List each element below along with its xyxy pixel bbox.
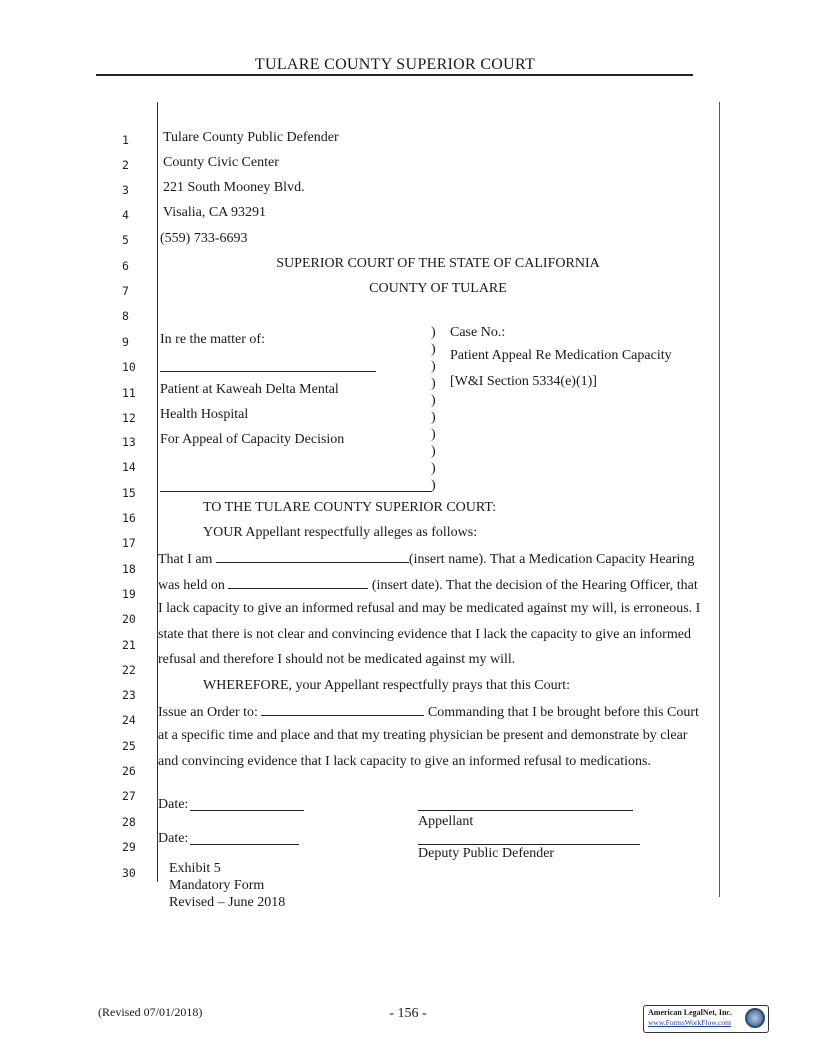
caption-paren: ) (431, 427, 436, 442)
right-margin-rule (719, 102, 720, 897)
alleges-line: YOUR Appellant respectfully alleges as follows: (203, 525, 478, 540)
caption-bottom-rule (160, 491, 432, 492)
date-blank-1[interactable] (190, 810, 304, 811)
line-number: 11 (122, 386, 136, 400)
body-line-22: refusal and therefore I should not be medicated against my will. (158, 652, 516, 667)
line-number: 22 (122, 663, 136, 677)
caption-patient-line2: Health Hospital (160, 407, 249, 422)
line-number: 25 (122, 739, 136, 753)
line18-lead: That I am (158, 552, 216, 567)
line-number: 6 (122, 259, 129, 273)
body-line-21: state that there is not clear and convincing evidence that I lack the capacity to give an informed (158, 627, 691, 642)
line-number: 2 (122, 158, 129, 172)
attorney-name: Tulare County Public Defender (163, 130, 339, 145)
line-number: 12 (122, 411, 136, 425)
line-number: 17 (122, 536, 136, 550)
line-number: 1 (122, 133, 129, 147)
attorney-phone: (559) 733-6693 (160, 231, 248, 246)
deputy-label: Deputy Public Defender (418, 846, 555, 861)
insert-name-blank[interactable] (216, 550, 409, 563)
attorney-address1: County Civic Center (163, 155, 279, 170)
caption-paren: ) (431, 325, 436, 340)
line-number: 7 (122, 284, 129, 298)
date-label-1: Date: (158, 797, 189, 812)
caption-paren: ) (431, 359, 436, 374)
date-label-2: Date: (158, 831, 189, 846)
statute-reference: [W&I Section 5334(e)(1)] (450, 374, 597, 389)
caption-paren: ) (431, 393, 436, 408)
court-county: COUNTY OF TULARE (369, 281, 507, 296)
deputy-signature-line[interactable] (418, 844, 640, 845)
globe-icon (745, 1008, 765, 1028)
header-rule (96, 74, 693, 76)
body-line-19 (158, 576, 715, 594)
exhibit-revised: Revised – June 2018 (169, 895, 286, 910)
caption-patient-line1: Patient at Kaweah Delta Mental (160, 382, 339, 397)
line-number: 18 (122, 562, 136, 576)
attorney-address2: 221 South Mooney Blvd. (163, 180, 305, 195)
line-number: 29 (122, 840, 136, 854)
wherefore-line: WHEREFORE, your Appellant respectfully prays that this Court: (203, 678, 571, 693)
line-number: 23 (122, 688, 136, 702)
line-number: 26 (122, 764, 136, 778)
caption-paren: ) (431, 461, 436, 476)
line-number: 28 (122, 815, 136, 829)
line18-tail: (insert name). That a Medication Capacity Hearing (408, 552, 695, 567)
line-number: 9 (122, 335, 129, 349)
publisher-logo[interactable] (643, 1005, 769, 1033)
court-header-title: TULARE COUNTY SUPERIOR COURT (254, 56, 536, 73)
caption-paren: ) (431, 376, 436, 391)
line-number: 16 (122, 511, 136, 525)
line-number: 20 (122, 612, 136, 626)
caption-paren: ) (431, 444, 436, 459)
line-number: 19 (122, 587, 136, 601)
body-line-26: and convincing evidence that I lack capacity to give an informed refusal to medications. (158, 754, 651, 769)
line-number: 14 (122, 460, 136, 474)
court-name: SUPERIOR COURT OF THE STATE OF CALIFORNIA (276, 256, 600, 271)
line-number: 10 (122, 360, 136, 374)
to-court-line: TO THE TULARE COUNTY SUPERIOR COURT: (203, 500, 497, 515)
line-number: 8 (122, 309, 129, 323)
page-number: - 156 - (389, 1006, 427, 1021)
attorney-city: Visalia, CA 93291 (163, 205, 266, 220)
caption-paren: ) (431, 478, 436, 493)
body-line-25: at a specific time and place and that my treating physician be present and demonstrate by clear (158, 728, 688, 743)
date-blank-2[interactable] (190, 844, 299, 845)
body-line-18 (158, 550, 715, 568)
line19-lead: was held on (158, 578, 229, 593)
footer-revised-date: (Revised 07/01/2018) (98, 1005, 203, 1019)
line-number: 15 (122, 486, 136, 500)
order-to-blank[interactable] (261, 703, 424, 716)
insert-date-blank[interactable] (228, 576, 368, 589)
publisher-url[interactable]: www.FormsWorkFlow.com (648, 1018, 732, 1027)
line-number: 4 (122, 208, 129, 222)
appellant-label: Appellant (418, 814, 474, 829)
body-line-24 (158, 703, 715, 721)
caption-matter: In re the matter of: (160, 332, 265, 347)
body-line-20: I lack capacity to give an informed refusal and may be medicated against my will, is erroneous. I (158, 601, 701, 616)
line19-tail: (insert date). That the decision of the Hearing Officer, that (368, 578, 698, 593)
patient-name-line (160, 371, 376, 372)
line24-tail: Commanding that I be brought before this Court (424, 705, 699, 720)
line-number: 27 (122, 789, 136, 803)
publisher-name: American LegalNet, Inc. (648, 1008, 732, 1017)
caption-paren: ) (431, 410, 436, 425)
line-number: 5 (122, 233, 129, 247)
exhibit-label: Exhibit 5 (169, 861, 221, 876)
line-number: 21 (122, 638, 136, 652)
appellant-signature-line[interactable] (418, 810, 633, 811)
case-number-label: Case No.: (450, 325, 506, 340)
line24-lead: Issue an Order to: (158, 705, 262, 720)
document-title: Patient Appeal Re Medication Capacity (450, 348, 672, 363)
caption-purpose: For Appeal of Capacity Decision (160, 432, 345, 447)
line-number: 3 (122, 183, 129, 197)
line-number: 13 (122, 435, 136, 449)
line-number: 30 (122, 866, 136, 880)
caption-paren: ) (431, 342, 436, 357)
exhibit-form-type: Mandatory Form (169, 878, 265, 893)
line-number: 24 (122, 713, 136, 727)
